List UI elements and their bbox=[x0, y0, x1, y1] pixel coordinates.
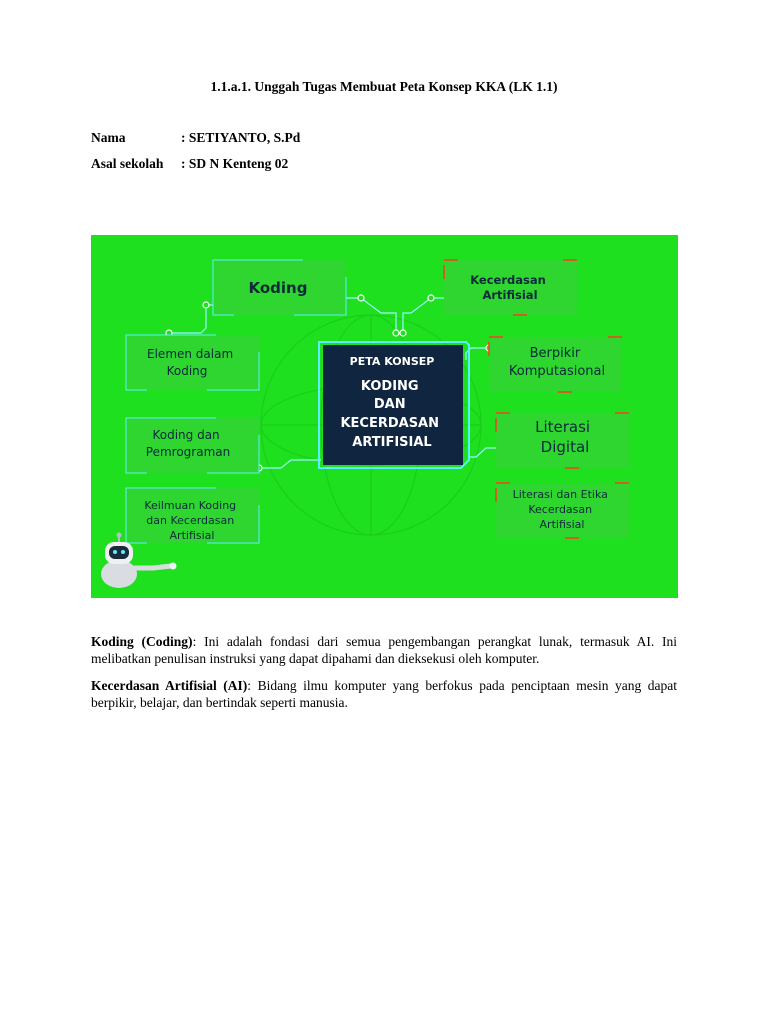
node-koding-text: Koding bbox=[248, 279, 308, 297]
node-koding-dan-pemrograman bbox=[126, 418, 259, 473]
name-label: Nama bbox=[91, 130, 126, 145]
center-node bbox=[319, 342, 469, 468]
node-berpikir-komputasional bbox=[489, 337, 622, 392]
node-etika-text: Literasi dan Etika Kecerdasan Artifisial bbox=[512, 488, 608, 531]
school-label: Asal sekolah bbox=[91, 156, 164, 171]
document-title: 1.1.a.1. Unggah Tugas Membuat Peta Konsep KKA (LK 1.1) bbox=[210, 79, 558, 94]
node-koding bbox=[213, 260, 346, 315]
node-literasi-etika bbox=[496, 483, 629, 538]
node-kecerdasan-artifisial bbox=[444, 260, 577, 315]
node-literasi-digital bbox=[496, 413, 629, 468]
node-keilmuan-text: Keilmuan Koding dan Kecerdasan Artifisial bbox=[144, 499, 237, 542]
school-row bbox=[91, 156, 288, 172]
node-berpikir-text: Berpikir Komputasional bbox=[508, 346, 606, 379]
concept-map-image bbox=[91, 235, 678, 598]
node-pemrograman-text: Koding dan Pemrograman bbox=[145, 428, 231, 459]
center-label: PETA KONSEP bbox=[349, 355, 435, 368]
node-elemen-dalam-koding bbox=[126, 335, 259, 390]
paragraph-kecerdasan bbox=[91, 677, 677, 711]
node-literasi-text: Literasi Digital bbox=[535, 418, 591, 456]
text-koding: : Ini adalah fondasi dari semua pengembangan perangkat lunak, termasuk AI. Ini melibatkan penulisan instruksi yang dapat dipahami dan dieksekusi oleh komputer. bbox=[91, 634, 677, 666]
paragraph-koding bbox=[91, 633, 677, 667]
text-kecerdasan: : Bidang ilmu komputer yang berfokus pada penciptaan mesin yang dapat berpikir, belajar, dan bertindak seperti manusia. bbox=[91, 678, 677, 710]
term-kecerdasan: Kecerdasan Artifisial (AI) bbox=[91, 678, 248, 693]
node-elemen-text: Elemen dalam Koding bbox=[147, 347, 234, 378]
school-value: : SD N Kenteng 02 bbox=[181, 156, 289, 171]
name-row bbox=[91, 130, 300, 146]
term-koding: Koding (Coding) bbox=[91, 634, 193, 649]
center-title: KODING DAN KECERDASAN ARTIFISIAL bbox=[340, 379, 440, 450]
node-keilmuan bbox=[126, 488, 259, 543]
name-value: : SETIYANTO, S.Pd bbox=[181, 130, 301, 145]
node-kecerdasan-text: Kecerdasan Artifisial bbox=[470, 273, 546, 302]
